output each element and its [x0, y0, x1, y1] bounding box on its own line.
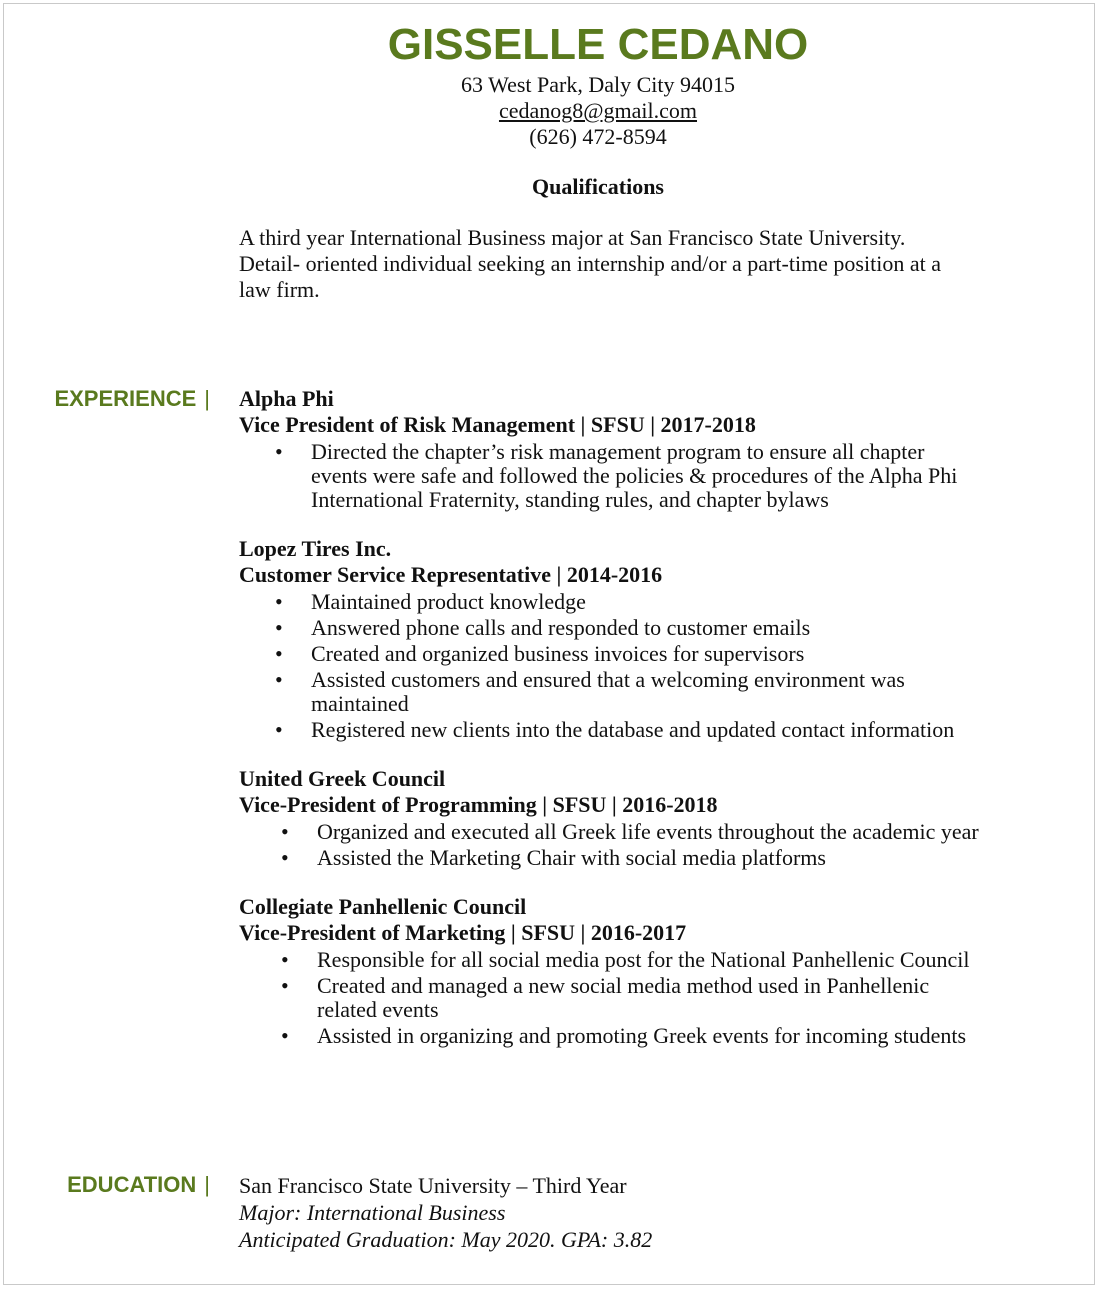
job-entry: [239, 766, 979, 870]
job-organization: United Greek Council: [239, 766, 446, 791]
list-item: [239, 440, 979, 512]
bullet-text: Organized and executed all Greek life events throughout the academic year: [317, 819, 979, 844]
bullet-text: Assisted in organizing and promoting Greek events for incoming students: [317, 1023, 967, 1048]
education-section: [239, 1172, 979, 1253]
bullet-icon: •: [281, 973, 289, 998]
job-bullets: [239, 820, 979, 870]
qualifications-heading: Qualifications: [531, 174, 664, 199]
education-divider: |: [204, 1172, 210, 1197]
job-organization: Alpha Phi: [239, 386, 334, 411]
list-item: [239, 718, 979, 742]
list-item: [239, 820, 979, 844]
bullet-icon: •: [275, 439, 283, 464]
bullet-text: Answered phone calls and responded to customer emails: [311, 615, 811, 640]
list-item: [239, 590, 979, 614]
experience-section: [239, 386, 979, 1072]
list-item: [239, 668, 979, 716]
job-role: Vice-President of Marketing | SFSU | 2016-2017: [239, 920, 687, 945]
experience-label-text: EXPERIENCE: [54, 386, 197, 411]
experience-section-label: [0, 386, 210, 412]
bullet-text: Assisted the Marketing Chair with social media platforms: [317, 845, 826, 870]
bullet-icon: •: [275, 641, 283, 666]
bullet-icon: •: [281, 845, 289, 870]
bullet-icon: •: [275, 717, 283, 742]
resume-header: [0, 18, 1102, 150]
applicant-name: GISSELLE CEDANO: [387, 20, 809, 69]
job-entry: [239, 386, 979, 512]
bullet-text: Directed the chapter’s risk management program to ensure all chapter events were safe and followed the policies & procedures of the Alpha Phi International Fraternity, standing rules, and chapter bylaws: [311, 439, 958, 512]
phone: (626) 472-8594: [529, 124, 667, 149]
education-graduation: Anticipated Graduation: May 2020. GPA: 3.82: [239, 1227, 653, 1252]
qualifications-summary: A third year International Business major at San Francisco State University. Detail- oriented individual seeking an internship and/or a part-time position at a law firm.: [239, 225, 941, 302]
job-bullets: [239, 590, 979, 742]
job-role: Customer Service Representative | 2014-2016: [239, 562, 663, 587]
job-organization: Collegiate Panhellenic Council: [239, 894, 527, 919]
job-entry: [239, 894, 979, 1048]
email-link[interactable]: cedanog8@gmail.com: [498, 98, 698, 123]
bullet-text: Responsible for all social media post for the National Panhellenic Council: [317, 947, 970, 972]
bullet-icon: •: [275, 615, 283, 640]
education-major: Major: International Business: [239, 1200, 506, 1225]
education-section-label: [0, 1172, 210, 1198]
job-role: Vice President of Risk Management | SFSU | 2017-2018: [239, 412, 756, 437]
job-bullets: [239, 440, 979, 512]
list-item: [239, 1024, 979, 1048]
list-item: [239, 642, 979, 666]
list-item: [239, 974, 979, 1022]
bullet-text: Created and managed a new social media method used in Panhellenic related events: [317, 973, 930, 1022]
bullet-icon: •: [281, 819, 289, 844]
bullet-text: Maintained product knowledge: [311, 589, 586, 614]
job-entry: [239, 536, 979, 742]
experience-divider: |: [204, 386, 210, 411]
list-item: [239, 948, 979, 972]
job-role: Vice-President of Programming | SFSU | 2016-2018: [239, 792, 718, 817]
bullet-icon: •: [275, 667, 283, 692]
bullet-text: Registered new clients into the database and updated contact information: [311, 717, 955, 742]
education-label-text: EDUCATION: [67, 1172, 197, 1197]
address: 63 West Park, Daly City 94015: [460, 72, 736, 97]
list-item: [239, 846, 979, 870]
job-organization: Lopez Tires Inc.: [239, 536, 392, 561]
list-item: [239, 616, 979, 640]
education-school: San Francisco State University – Third Year: [239, 1173, 627, 1198]
bullet-icon: •: [281, 947, 289, 972]
bullet-text: Assisted customers and ensured that a welcoming environment was maintained: [311, 667, 905, 716]
job-bullets: [239, 948, 979, 1048]
bullet-text: Created and organized business invoices for supervisors: [311, 641, 805, 666]
bullet-icon: •: [275, 589, 283, 614]
bullet-icon: •: [281, 1023, 289, 1048]
